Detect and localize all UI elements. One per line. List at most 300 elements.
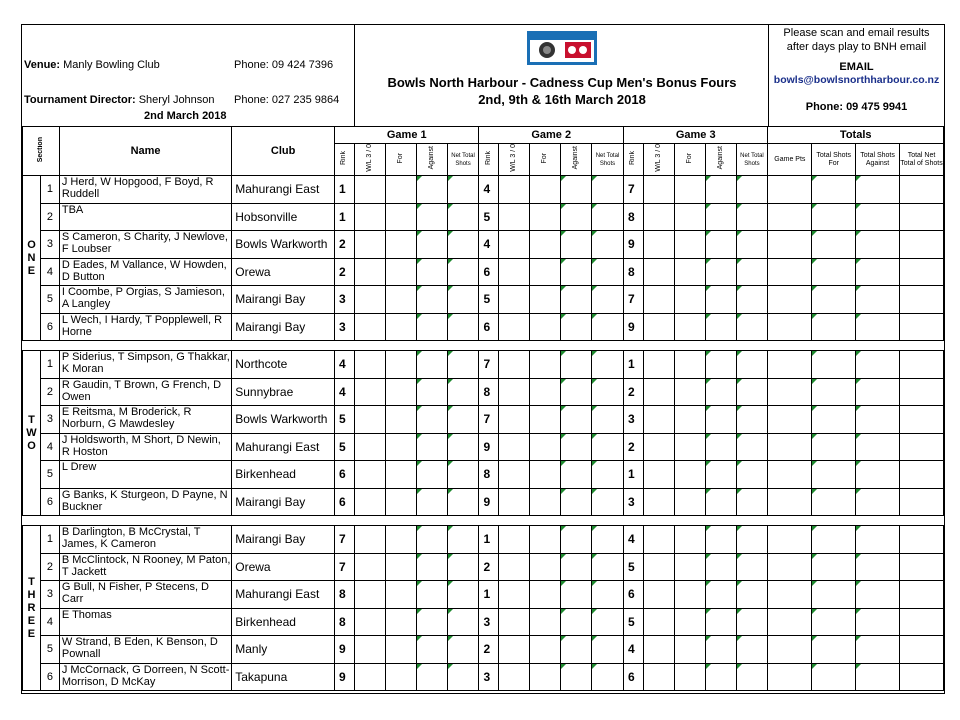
game-2-net-shots-cell[interactable]: [592, 488, 624, 516]
total-game-points-cell[interactable]: [768, 258, 812, 286]
game-1-net-shots-cell[interactable]: [447, 258, 479, 286]
total-shots-against-cell[interactable]: [856, 406, 900, 434]
total-shots-against-cell[interactable]: [856, 203, 900, 231]
game-3-shots-against-cell[interactable]: [705, 406, 736, 434]
game-2-win-loss-cell[interactable]: [499, 608, 530, 636]
game-3-net-shots-cell[interactable]: [736, 176, 768, 204]
game-3-shots-for-cell[interactable]: [674, 351, 705, 379]
game-3-net-shots-cell[interactable]: [736, 488, 768, 516]
game-1-shots-against-cell[interactable]: [416, 663, 447, 691]
game-1-shots-for-cell[interactable]: [385, 581, 416, 609]
game-3-rink: 3: [623, 406, 643, 434]
game-2-shots-for-cell[interactable]: [530, 203, 561, 231]
game-1-shots-for-cell[interactable]: [385, 636, 416, 664]
game-2-shots-for-cell[interactable]: [530, 258, 561, 286]
total-game-points-cell[interactable]: [768, 488, 812, 516]
game-2-shots-against-cell[interactable]: [561, 526, 592, 554]
game-3-shots-for-cell[interactable]: [674, 608, 705, 636]
total-net-shots-cell[interactable]: [900, 608, 944, 636]
game-2-shots-for-cell[interactable]: [530, 176, 561, 204]
game-2-shots-against-cell[interactable]: [561, 351, 592, 379]
game-2-shots-for-cell[interactable]: [530, 378, 561, 406]
total-shots-for-cell[interactable]: [812, 636, 856, 664]
game-2-win-loss-cell[interactable]: [499, 461, 530, 489]
game-2-shots-for-cell[interactable]: [530, 286, 561, 314]
game-1-shots-for-cell[interactable]: [385, 258, 416, 286]
total-game-points-cell[interactable]: [768, 461, 812, 489]
total-shots-for-cell[interactable]: [812, 378, 856, 406]
game-3-shots-against-cell[interactable]: [705, 663, 736, 691]
total-shots-against-cell[interactable]: [856, 176, 900, 204]
game-3-net-shots-cell[interactable]: [736, 231, 768, 259]
total-game-points-cell[interactable]: [768, 581, 812, 609]
game-1-win-loss-cell[interactable]: [354, 636, 385, 664]
game-2-net-shots-cell[interactable]: [592, 406, 624, 434]
total-shots-for-cell[interactable]: [812, 663, 856, 691]
game-1-shots-against-cell[interactable]: [416, 581, 447, 609]
game-3-net-shots-cell[interactable]: [736, 351, 768, 379]
game-3-win-loss-cell[interactable]: [643, 286, 674, 314]
total-shots-for-cell[interactable]: [812, 286, 856, 314]
game-3-net-shots-cell[interactable]: [736, 526, 768, 554]
game-2-net-shots-cell[interactable]: [592, 636, 624, 664]
game-3-shots-against-cell[interactable]: [705, 526, 736, 554]
total-game-points-cell[interactable]: [768, 176, 812, 204]
game-2-net-shots-cell[interactable]: [592, 286, 624, 314]
game-2-net-shots-cell[interactable]: [592, 203, 624, 231]
game-2-shots-for-cell[interactable]: [530, 663, 561, 691]
total-shots-for-cell[interactable]: [812, 488, 856, 516]
total-shots-against-cell[interactable]: [856, 461, 900, 489]
total-game-points-cell[interactable]: [768, 526, 812, 554]
game-2-rink: 7: [479, 406, 499, 434]
game-1-win-loss-cell[interactable]: [354, 663, 385, 691]
game-3-net-shots-cell[interactable]: [736, 406, 768, 434]
game-2-win-loss-cell[interactable]: [499, 378, 530, 406]
game-3-win-loss-cell[interactable]: [643, 313, 674, 341]
game-2-shots-for-cell[interactable]: [530, 461, 561, 489]
game-1-net-shots-cell[interactable]: [447, 581, 479, 609]
game-2-shots-for-cell[interactable]: [530, 406, 561, 434]
game-3-win-loss-cell[interactable]: [643, 351, 674, 379]
game-2-win-loss-cell[interactable]: [499, 286, 530, 314]
game-1-shots-against-cell[interactable]: [416, 231, 447, 259]
game-1-shots-for-cell[interactable]: [385, 553, 416, 581]
game-2-shots-for-cell[interactable]: [530, 553, 561, 581]
total-shots-for-cell[interactable]: [812, 581, 856, 609]
game-3-shots-for-cell[interactable]: [674, 258, 705, 286]
game-3-win-loss-cell[interactable]: [643, 176, 674, 204]
game-2-win-loss-cell[interactable]: [499, 553, 530, 581]
game-1-shots-against-cell[interactable]: [416, 526, 447, 554]
game-2-shots-against-cell[interactable]: [561, 203, 592, 231]
total-shots-for-cell[interactable]: [812, 203, 856, 231]
total-shots-against-cell[interactable]: [856, 433, 900, 461]
game-1-shots-against-cell[interactable]: [416, 258, 447, 286]
team-club: Mairangi Bay: [232, 313, 335, 341]
game-3-win-loss-cell[interactable]: [643, 581, 674, 609]
game-1-rink: 1: [335, 176, 355, 204]
total-shots-against-cell[interactable]: [856, 636, 900, 664]
total-shots-for-cell[interactable]: [812, 406, 856, 434]
total-shots-against-cell[interactable]: [856, 258, 900, 286]
game-3-win-loss-cell[interactable]: [643, 488, 674, 516]
game-1-shots-for-cell[interactable]: [385, 526, 416, 554]
game-1-shots-against-cell[interactable]: [416, 203, 447, 231]
total-shots-for-cell[interactable]: [812, 553, 856, 581]
game-1-shots-against-cell[interactable]: [416, 286, 447, 314]
total-net-shots-cell[interactable]: [900, 351, 944, 379]
total-net-shots-cell[interactable]: [900, 433, 944, 461]
total-shots-for-cell[interactable]: [812, 313, 856, 341]
game-3-win-loss-cell[interactable]: [643, 433, 674, 461]
game-1-net-shots-cell[interactable]: [447, 406, 479, 434]
game-3-shots-for-cell[interactable]: [674, 231, 705, 259]
game-1-shots-against-cell[interactable]: [416, 608, 447, 636]
game-3-shots-for-cell[interactable]: [674, 553, 705, 581]
game-3-shots-for-cell[interactable]: [674, 433, 705, 461]
game-2-shots-for-cell[interactable]: [530, 526, 561, 554]
game-1-shots-against-cell[interactable]: [416, 636, 447, 664]
total-net-shots-cell[interactable]: [900, 636, 944, 664]
game-2-win-loss-cell[interactable]: [499, 231, 530, 259]
game-1-net-shots-cell[interactable]: [447, 608, 479, 636]
game-2-win-loss-cell[interactable]: [499, 636, 530, 664]
total-shots-for-cell[interactable]: [812, 608, 856, 636]
game-2-win-loss-cell[interactable]: [499, 203, 530, 231]
total-shots-against-cell[interactable]: [856, 553, 900, 581]
game-3-shots-for-cell[interactable]: [674, 581, 705, 609]
game-3-win-loss-cell[interactable]: [643, 526, 674, 554]
game-1-win-loss-cell[interactable]: [354, 351, 385, 379]
game-3-win-loss-cell[interactable]: [643, 406, 674, 434]
game-2-net-shots-cell[interactable]: [592, 608, 624, 636]
game-1-win-loss-cell[interactable]: [354, 433, 385, 461]
game-3-win-loss-cell[interactable]: [643, 378, 674, 406]
game-3-win-loss-cell[interactable]: [643, 608, 674, 636]
game-3-shots-against-cell[interactable]: [705, 351, 736, 379]
game-2-net-shots-cell[interactable]: [592, 526, 624, 554]
game-1-net-shots-cell[interactable]: [447, 378, 479, 406]
total-shots-for-cell[interactable]: [812, 258, 856, 286]
total-game-points-cell[interactable]: [768, 636, 812, 664]
game-3-net-shots-cell[interactable]: [736, 433, 768, 461]
email-link[interactable]: bowls@bowlsnorthharbour.co.nz: [773, 74, 940, 86]
game-2-shots-for-cell[interactable]: [530, 433, 561, 461]
game-1-win-loss-cell[interactable]: [354, 231, 385, 259]
game-1-shots-against-cell[interactable]: [416, 488, 447, 516]
total-shots-against-cell[interactable]: [856, 231, 900, 259]
game-1-net-shots-cell[interactable]: [447, 286, 479, 314]
game-2-shots-against-cell[interactable]: [561, 378, 592, 406]
game-2-shots-for-cell[interactable]: [530, 231, 561, 259]
total-shots-against-cell[interactable]: [856, 488, 900, 516]
total-net-shots-cell[interactable]: [900, 488, 944, 516]
game-1-win-loss-cell[interactable]: [354, 286, 385, 314]
game-1-shots-against-cell[interactable]: [416, 433, 447, 461]
game-3-shots-against-cell[interactable]: [705, 636, 736, 664]
total-net-shots-cell[interactable]: [900, 176, 944, 204]
game-2-net-shots-cell[interactable]: [592, 231, 624, 259]
total-net-shots-cell[interactable]: [900, 581, 944, 609]
total-shots-against-cell[interactable]: [856, 581, 900, 609]
total-game-points-cell[interactable]: [768, 203, 812, 231]
game-3-shots-for-cell[interactable]: [674, 286, 705, 314]
game-3-win-loss-cell[interactable]: [643, 553, 674, 581]
team-number: 2: [40, 378, 59, 406]
game-2-net-shots-cell[interactable]: [592, 553, 624, 581]
game-3-net-shots-cell[interactable]: [736, 636, 768, 664]
game-2-net-shots-cell[interactable]: [592, 433, 624, 461]
game-1-net-shots-cell[interactable]: [447, 461, 479, 489]
total-shots-for-cell[interactable]: [812, 231, 856, 259]
total-net-shots-cell[interactable]: [900, 203, 944, 231]
game-2-shots-for-cell[interactable]: [530, 488, 561, 516]
game-1-rink: 2: [335, 258, 355, 286]
total-net-shots-cell[interactable]: [900, 526, 944, 554]
game-1-shots-against-cell[interactable]: [416, 351, 447, 379]
game-2-shots-against-cell[interactable]: [561, 488, 592, 516]
total-net-shots-cell[interactable]: [900, 461, 944, 489]
total-game-points-cell[interactable]: [768, 231, 812, 259]
game-3-net-shots-cell[interactable]: [736, 313, 768, 341]
game-1-shots-against-cell[interactable]: [416, 406, 447, 434]
game-3-net-shots-cell[interactable]: [736, 581, 768, 609]
game-1-net-shots-cell[interactable]: [447, 663, 479, 691]
team-club: Birkenhead: [232, 608, 335, 636]
total-shots-against-cell[interactable]: [856, 663, 900, 691]
game-2-shots-against-cell[interactable]: [561, 231, 592, 259]
total-shots-for-cell[interactable]: [812, 526, 856, 554]
game-2-win-loss-cell[interactable]: [499, 176, 530, 204]
game-3-win-loss-cell[interactable]: [643, 663, 674, 691]
game-2-shots-against-cell[interactable]: [561, 313, 592, 341]
game-3-net-shots-cell[interactable]: [736, 286, 768, 314]
game-2-net-shots-cell[interactable]: [592, 378, 624, 406]
game-3-shots-for-cell[interactable]: [674, 663, 705, 691]
game-1-shots-for-cell[interactable]: [385, 176, 416, 204]
game-3-net-shots-cell[interactable]: [736, 258, 768, 286]
total-shots-for-cell[interactable]: [812, 176, 856, 204]
game-1-shots-for-cell[interactable]: [385, 608, 416, 636]
game-1-wl-header: W/L 3 / 0: [354, 144, 385, 176]
total-game-points-cell[interactable]: [768, 433, 812, 461]
total-net-shots-cell[interactable]: [900, 258, 944, 286]
game-1-win-loss-cell[interactable]: [354, 203, 385, 231]
game-2-win-loss-cell[interactable]: [499, 488, 530, 516]
game-2-net-shots-cell[interactable]: [592, 351, 624, 379]
game-1-shots-for-cell[interactable]: [385, 351, 416, 379]
game-2-win-loss-cell[interactable]: [499, 313, 530, 341]
game-3-win-loss-cell[interactable]: [643, 461, 674, 489]
game-3-shots-against-cell[interactable]: [705, 488, 736, 516]
game-3-shots-for-cell[interactable]: [674, 636, 705, 664]
game-3-shots-for-cell[interactable]: [674, 313, 705, 341]
game-2-shots-for-cell[interactable]: [530, 608, 561, 636]
game-3-shots-against-cell[interactable]: [705, 553, 736, 581]
total-net-shots-cell[interactable]: [900, 313, 944, 341]
game-1-shots-for-cell[interactable]: [385, 488, 416, 516]
game-2-shots-against-cell[interactable]: [561, 608, 592, 636]
game-1-win-loss-cell[interactable]: [354, 608, 385, 636]
game-2-win-loss-cell[interactable]: [499, 406, 530, 434]
game-2-shots-against-cell[interactable]: [561, 553, 592, 581]
game-1-shots-against-cell[interactable]: [416, 378, 447, 406]
game-1-net-shots-cell[interactable]: [447, 433, 479, 461]
game-3-shots-against-cell[interactable]: [705, 258, 736, 286]
game-1-shots-for-cell[interactable]: [385, 433, 416, 461]
game-3-shots-against-cell[interactable]: [705, 433, 736, 461]
game-3-shots-against-cell[interactable]: [705, 286, 736, 314]
team-names: E Thomas: [59, 608, 231, 636]
total-shots-against-cell[interactable]: [856, 378, 900, 406]
game-3-net-shots-cell[interactable]: [736, 553, 768, 581]
game-3-shots-for-cell[interactable]: [674, 406, 705, 434]
game-1-win-loss-cell[interactable]: [354, 581, 385, 609]
game-1-shots-for-cell[interactable]: [385, 378, 416, 406]
game-2-shots-against-cell[interactable]: [561, 461, 592, 489]
game-1-win-loss-cell[interactable]: [354, 553, 385, 581]
game-3-net-shots-cell[interactable]: [736, 663, 768, 691]
game-3-shots-against-cell[interactable]: [705, 313, 736, 341]
game-2-shots-against-cell[interactable]: [561, 258, 592, 286]
game-3-shots-against-cell[interactable]: [705, 231, 736, 259]
game-1-win-loss-cell[interactable]: [354, 526, 385, 554]
game-3-shots-for-cell[interactable]: [674, 176, 705, 204]
game-2-net-shots-cell[interactable]: [592, 258, 624, 286]
game-1-shots-for-cell[interactable]: [385, 461, 416, 489]
game-2-win-loss-cell[interactable]: [499, 663, 530, 691]
total-shots-against-cell[interactable]: [856, 526, 900, 554]
game-1-shots-for-cell[interactable]: [385, 663, 416, 691]
game-1-net-shots-cell[interactable]: [447, 488, 479, 516]
game-1-net-shots-cell[interactable]: [447, 351, 479, 379]
director-name: Sheryl Johnson: [138, 94, 215, 106]
game-1-win-loss-cell[interactable]: [354, 313, 385, 341]
total-game-points-cell[interactable]: [768, 608, 812, 636]
game-3-net-shots-cell[interactable]: [736, 378, 768, 406]
game-3-shots-for-cell[interactable]: [674, 526, 705, 554]
game-3-win-loss-cell[interactable]: [643, 203, 674, 231]
game-2-shots-against-cell[interactable]: [561, 406, 592, 434]
total-net-shots-cell[interactable]: [900, 663, 944, 691]
game-2-shots-against-cell[interactable]: [561, 433, 592, 461]
game-3-shots-against-cell[interactable]: [705, 176, 736, 204]
game-1-net-shots-cell[interactable]: [447, 526, 479, 554]
game-3-shots-for-cell[interactable]: [674, 378, 705, 406]
total-game-points-cell[interactable]: [768, 286, 812, 314]
game-1-shots-for-cell[interactable]: [385, 231, 416, 259]
game-1-shots-for-cell[interactable]: [385, 203, 416, 231]
game-3-shots-against-cell[interactable]: [705, 378, 736, 406]
game-1-shots-for-cell[interactable]: [385, 406, 416, 434]
game-2-shots-against-cell[interactable]: [561, 176, 592, 204]
total-net-shots-cell[interactable]: [900, 231, 944, 259]
game-1-net-shots-cell[interactable]: [447, 313, 479, 341]
game-3-shots-against-cell[interactable]: [705, 203, 736, 231]
game-2-win-loss-cell[interactable]: [499, 351, 530, 379]
game-1-shots-for-cell[interactable]: [385, 313, 416, 341]
game-1-shots-against-cell[interactable]: [416, 313, 447, 341]
game-1-win-loss-cell[interactable]: [354, 461, 385, 489]
game-3-shots-for-cell[interactable]: [674, 203, 705, 231]
game-2-net-shots-cell[interactable]: [592, 663, 624, 691]
game-3-shots-for-cell[interactable]: [674, 488, 705, 516]
game-1-win-loss-cell[interactable]: [354, 176, 385, 204]
game-3-net-shots-cell[interactable]: [736, 461, 768, 489]
game-2-win-loss-cell[interactable]: [499, 433, 530, 461]
game-2-shots-against-cell[interactable]: [561, 581, 592, 609]
game-1-win-loss-cell[interactable]: [354, 406, 385, 434]
game-2-shots-against-cell[interactable]: [561, 636, 592, 664]
total-net-shots-cell[interactable]: [900, 406, 944, 434]
game-2-shots-for-cell[interactable]: [530, 581, 561, 609]
game-1-net-shots-cell[interactable]: [447, 553, 479, 581]
game-1-win-loss-cell[interactable]: [354, 258, 385, 286]
game-2-win-loss-cell[interactable]: [499, 258, 530, 286]
total-game-points-cell[interactable]: [768, 406, 812, 434]
game-1-shots-against-cell[interactable]: [416, 461, 447, 489]
total-shots-against-cell[interactable]: [856, 351, 900, 379]
game-2-shots-against-cell[interactable]: [561, 663, 592, 691]
total-net-shots-cell[interactable]: [900, 378, 944, 406]
game-2-shots-for-cell[interactable]: [530, 313, 561, 341]
total-game-points-cell[interactable]: [768, 378, 812, 406]
game-2-rink: 4: [479, 231, 499, 259]
total-game-points-cell[interactable]: [768, 553, 812, 581]
game-2-shots-for-cell[interactable]: [530, 351, 561, 379]
game-2-win-loss-cell[interactable]: [499, 581, 530, 609]
total-net-shots-cell[interactable]: [900, 553, 944, 581]
game-1-net-shots-cell[interactable]: [447, 231, 479, 259]
total-shots-against-cell[interactable]: [856, 313, 900, 341]
game-2-win-loss-cell[interactable]: [499, 526, 530, 554]
game-2-net-shots-cell[interactable]: [592, 176, 624, 204]
game-3-win-loss-cell[interactable]: [643, 231, 674, 259]
game-2-net-shots-cell[interactable]: [592, 313, 624, 341]
game-2-shots-for-cell[interactable]: [530, 636, 561, 664]
game-3-win-loss-cell[interactable]: [643, 636, 674, 664]
game-3-net-shots-cell[interactable]: [736, 203, 768, 231]
game-2-shots-against-cell[interactable]: [561, 286, 592, 314]
game-2-net-shots-cell[interactable]: [592, 461, 624, 489]
total-game-points-cell[interactable]: [768, 313, 812, 341]
game-1-shots-against-cell[interactable]: [416, 553, 447, 581]
game-1-net-shots-cell[interactable]: [447, 636, 479, 664]
total-shots-for-cell[interactable]: [812, 461, 856, 489]
game-1-net-shots-cell[interactable]: [447, 176, 479, 204]
game-1-shots-for-cell[interactable]: [385, 286, 416, 314]
total-game-points-cell[interactable]: [768, 351, 812, 379]
game-3-net-shots-cell[interactable]: [736, 608, 768, 636]
game-3-shots-against-cell[interactable]: [705, 608, 736, 636]
game-2-net-shots-cell[interactable]: [592, 581, 624, 609]
total-shots-for-cell[interactable]: [812, 351, 856, 379]
total-shots-against-cell[interactable]: [856, 608, 900, 636]
game-1-win-loss-cell[interactable]: [354, 488, 385, 516]
game-1-win-loss-cell[interactable]: [354, 378, 385, 406]
total-shots-for-cell[interactable]: [812, 433, 856, 461]
total-shots-against-cell[interactable]: [856, 286, 900, 314]
total-game-points-cell[interactable]: [768, 663, 812, 691]
game-1-shots-against-cell[interactable]: [416, 176, 447, 204]
game-3-shots-against-cell[interactable]: [705, 461, 736, 489]
game-3-win-loss-cell[interactable]: [643, 258, 674, 286]
game-3-shots-against-cell[interactable]: [705, 581, 736, 609]
game-3-shots-for-cell[interactable]: [674, 461, 705, 489]
game-1-net-shots-cell[interactable]: [447, 203, 479, 231]
total-net-shots-cell[interactable]: [900, 286, 944, 314]
